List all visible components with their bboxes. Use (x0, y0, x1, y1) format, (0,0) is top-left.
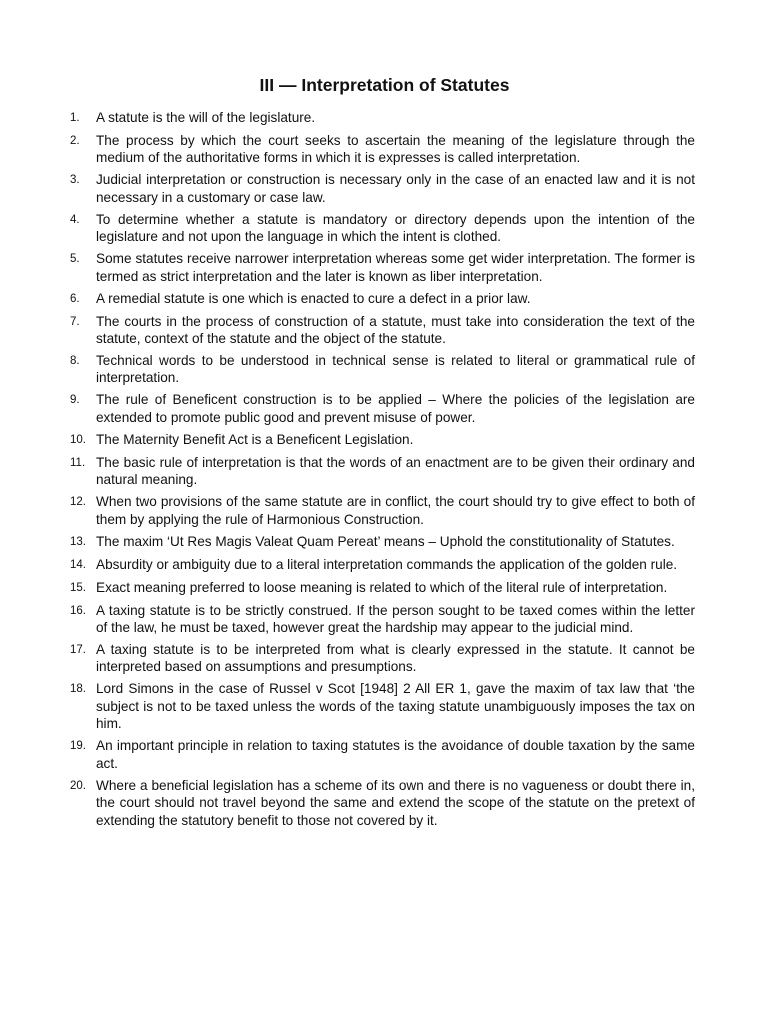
item-text: The courts in the process of construction of a statute, must take into consideration the text of the statute, context of the statute and the object of the statute. (96, 313, 695, 347)
list-item (70, 171, 695, 206)
item-text: A taxing statute is to be interpreted from what is clearly expressed in the statute. It cannot be interpreted based on assumptions and presumptions. (96, 642, 695, 675)
item-text: The maxim ‘Ut Res Magis Valeat Quam Pereat’ means – Uphold the constitutionality of Statutes. (96, 533, 675, 549)
list-item (70, 454, 695, 489)
item-text: Some statutes receive narrower interpretation whereas some get wider interpretation. The former is termed as strict interpretation and the later is known as liber interpretation. (96, 251, 695, 284)
item-number: 10. (70, 433, 86, 446)
item-number: 13. (70, 535, 86, 548)
list-item (70, 391, 695, 426)
item-number: 9. (70, 394, 80, 407)
item-text: A statute is the will of the legislature. (96, 110, 316, 125)
list-item (70, 533, 695, 551)
item-number: 5. (70, 253, 80, 266)
list-item (70, 641, 695, 676)
item-number: 6. (70, 292, 80, 305)
item-number: 3. (70, 174, 80, 187)
item-number: 14. (70, 558, 86, 571)
item-text: An important principle in relation to taxing statutes is the avoidance of double taxation by the same act. (96, 738, 695, 771)
item-text: A taxing statute is to be strictly construed. If the person sought to be taxed comes within the letter of the law, he must be taxed, however great the hardship may appear to the judicial mind. (96, 602, 695, 636)
item-number: 18. (70, 683, 86, 696)
item-number: 7. (70, 315, 80, 328)
item-number: 1. (70, 112, 80, 124)
list-item (70, 431, 695, 449)
item-text: Absurdity or ambiguity due to a literal interpretation commands the application of the golden rule. (96, 556, 678, 572)
item-text: The Maternity Benefit Act is a Beneficent Legislation. (96, 431, 414, 447)
item-text: To determine whether a statute is mandatory or directory depends upon the intention of the legislature and not upon the language in which the intent is clothed. (96, 211, 695, 245)
item-text: Exact meaning preferred to loose meaning is related to which of the literal rule of interpretation. (96, 579, 668, 595)
page-title: III — Interpretation of Statutes (259, 75, 510, 95)
item-number: 2. (70, 135, 80, 147)
list-item (70, 109, 695, 127)
item-text: When two provisions of the same statute are in conflict, the court should try to give effect to both of them by applying the rule of Harmonious Construction. (96, 494, 695, 527)
item-number: 20. (70, 779, 86, 792)
list-item (70, 737, 695, 772)
list-item (70, 132, 695, 167)
list-item (70, 211, 695, 246)
list-item (70, 493, 695, 528)
list-item (70, 290, 695, 308)
list-item (70, 250, 695, 285)
list-item (70, 680, 695, 732)
list-item (70, 313, 695, 348)
item-text: Technical words to be understood in technical sense is related to literal or grammatical rule of interpretation. (96, 353, 695, 386)
item-number: 17. (70, 644, 86, 657)
item-number: 12. (70, 496, 86, 509)
item-text: A remedial statute is one which is enacted to cure a defect in a prior law. (96, 290, 531, 306)
item-number: 4. (70, 213, 80, 226)
numbered-list (70, 109, 695, 829)
item-number: 19. (70, 740, 86, 753)
item-text: The process by which the court seeks to ascertain the meaning of the legislature through the medium of the authoritative forms in which it is expresses is called interpretation. (96, 133, 695, 166)
item-text: Lord Simons in the case of Russel v Scot [1948] 2 All ER 1, gave the maxim of tax law that ‘the subject is not to be taxed unless the words of the taxing statute unambiguously imposes the tax on him. (96, 681, 695, 732)
list-item (70, 777, 695, 829)
item-text: Where a beneficial legislation has a scheme of its own and there is no vagueness or doubt there in, the court should not travel beyond the same and extend the scope of the statute on the pretext of extending the statutory benefit to those not covered by it. (96, 777, 695, 828)
list-item (70, 579, 695, 597)
list-item (70, 556, 695, 574)
item-number: 8. (70, 355, 80, 368)
item-text: The rule of Beneficent construction is to be applied – Where the policies of the legislation are extended to promote public good and prevent misuse of power. (96, 392, 695, 425)
item-number: 15. (70, 581, 86, 594)
item-text: The basic rule of interpretation is that the words of an enactment are to be given their ordinary and natural meaning. (96, 454, 695, 488)
list-item (70, 352, 695, 387)
item-number: 11. (70, 456, 86, 469)
item-text: Judicial interpretation or construction is necessary only in the case of an enacted law and it is not necessary in a customary or case law. (96, 172, 695, 205)
list-item (70, 602, 695, 637)
item-number: 16. (70, 604, 86, 617)
